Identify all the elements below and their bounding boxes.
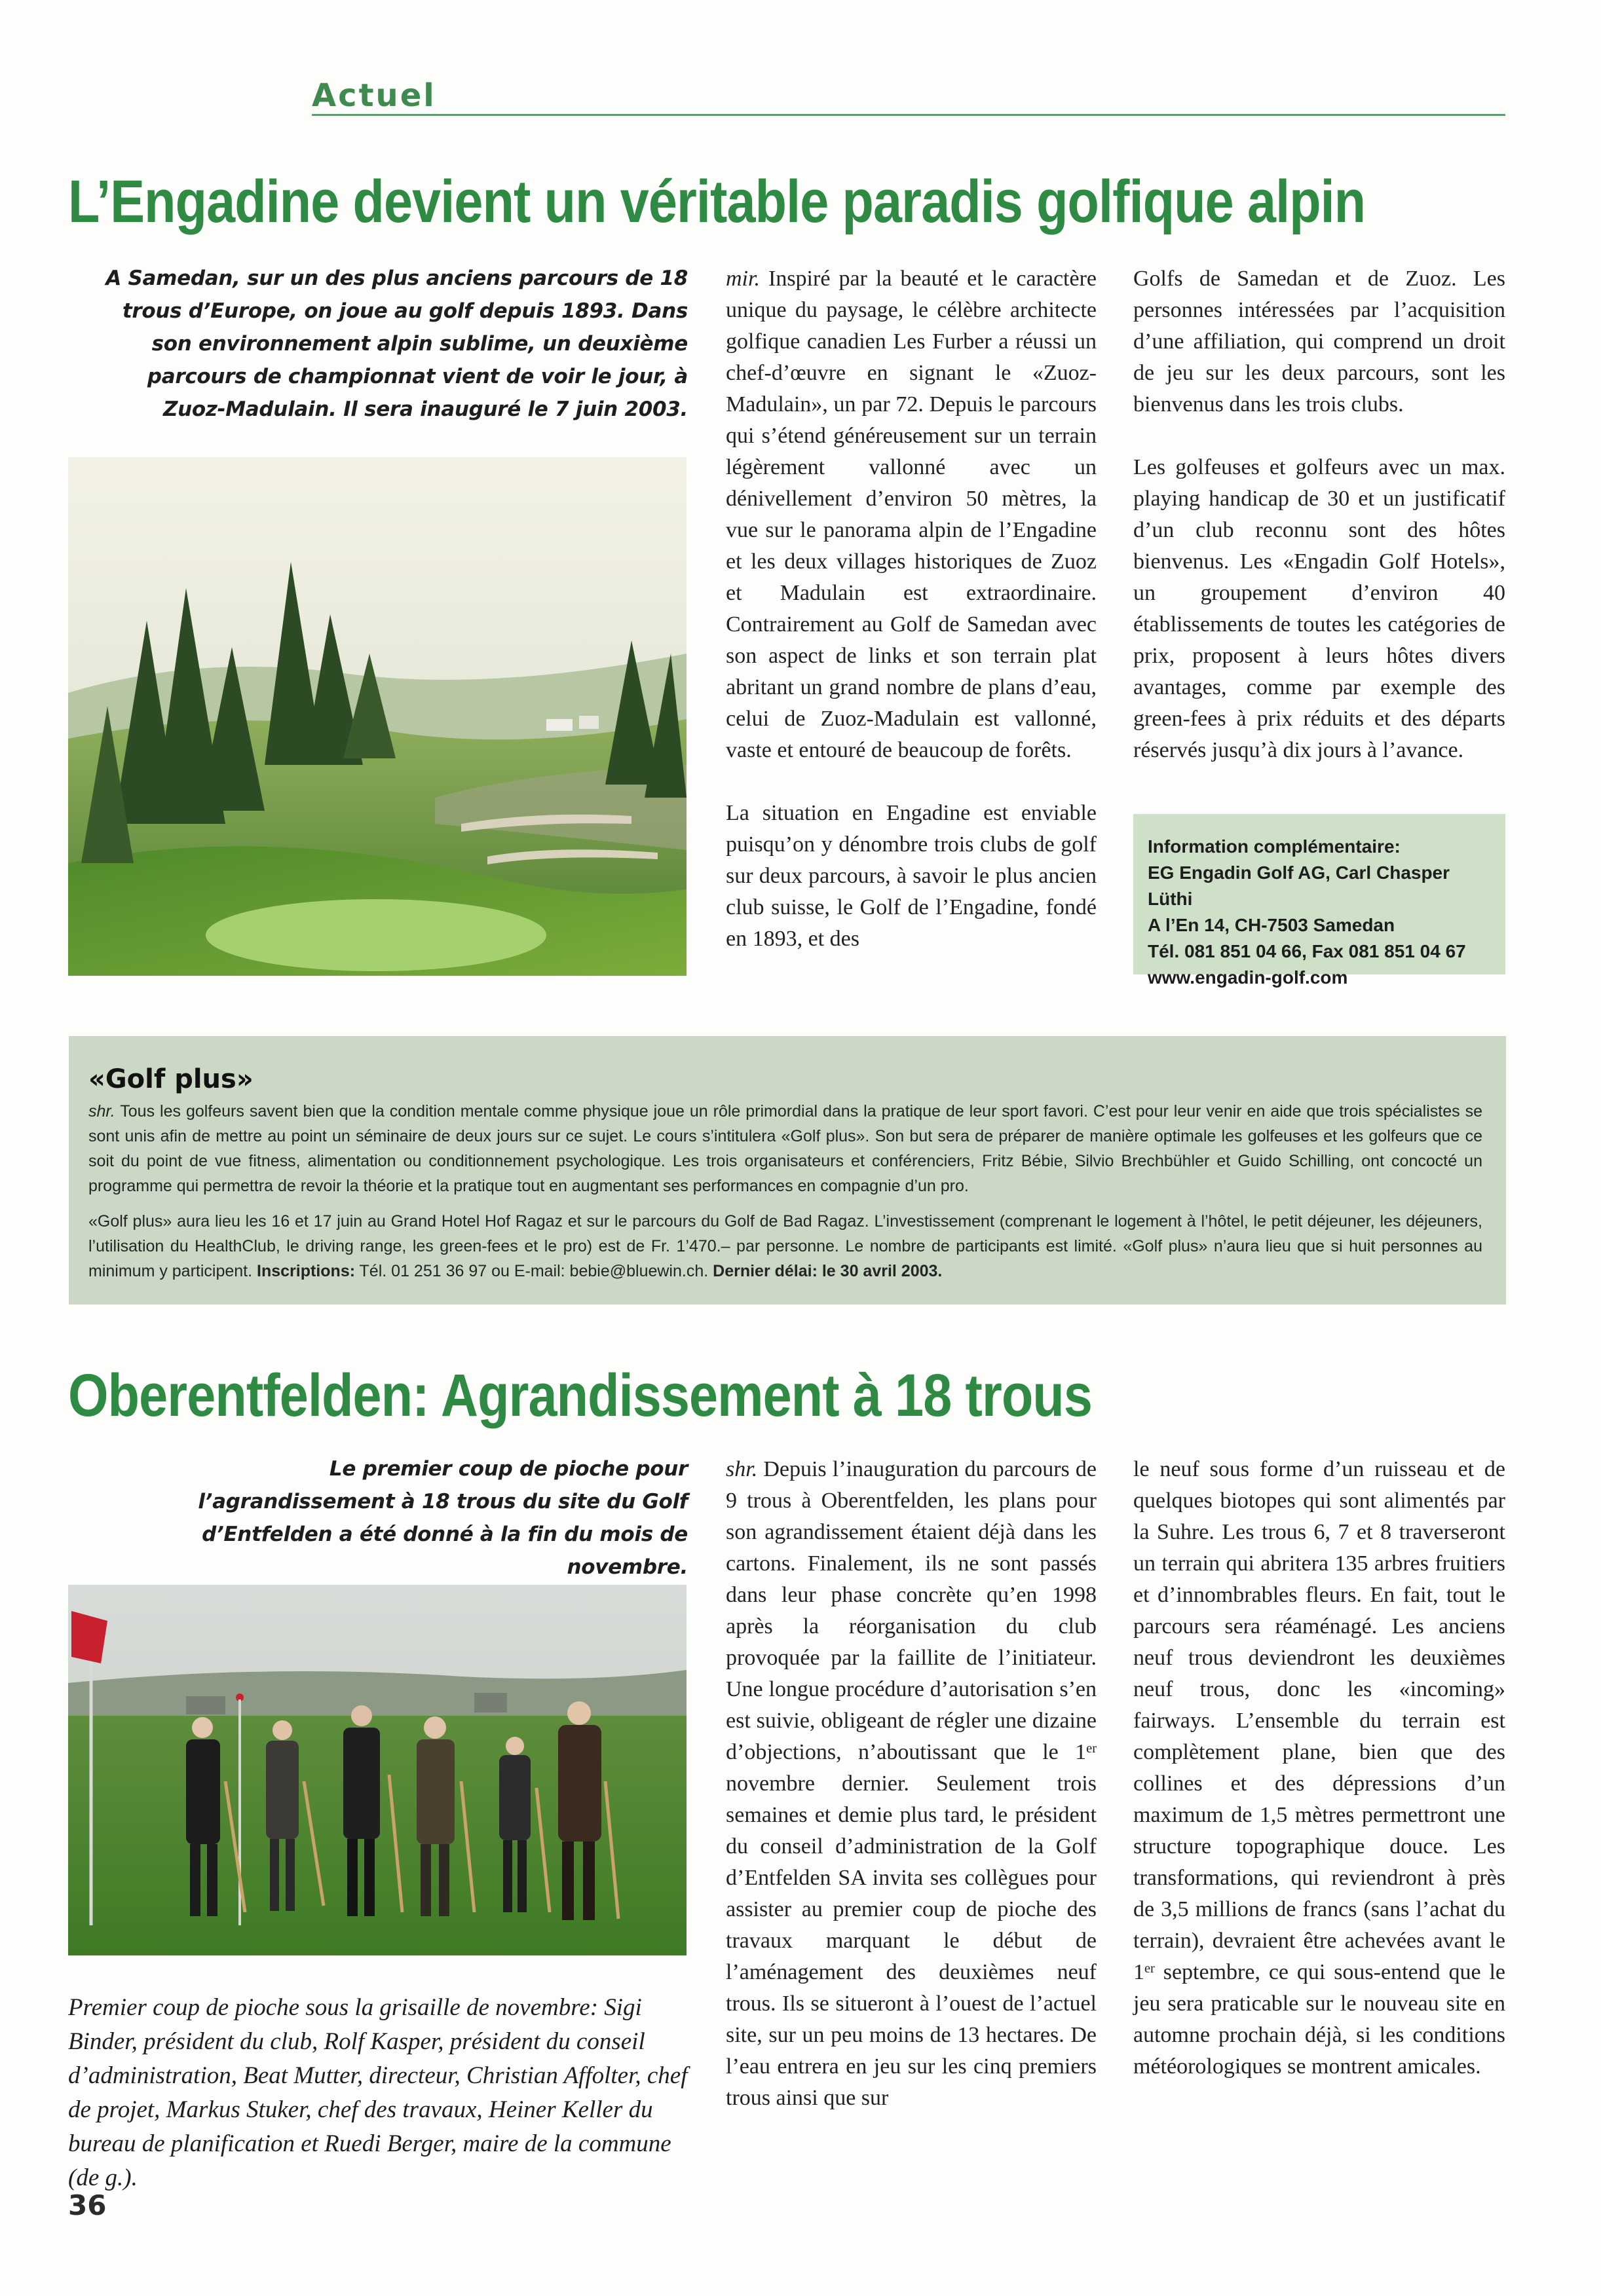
superscript: er <box>1086 1741 1097 1756</box>
section-label: Actuel <box>312 77 436 114</box>
info-address: A l’En 14, CH-7503 Samedan <box>1148 915 1395 935</box>
article2-lead: Le premier coup de pioche pour l’agrandissement à 18 trous du site du Golf d’Entfelden a été donné à la fin du mois de novembre. <box>198 1457 688 1579</box>
article1-column-1 <box>726 263 1097 955</box>
info-heading: Information complémentaire: <box>1148 836 1401 857</box>
author-initials: shr. <box>88 1102 115 1120</box>
article2-paragraph: novembre dernier. Seulement trois semaines et demie plus tard, le président du conseil d’administration de la Golf d’Entfelden SA invita ses collègues pour assister au premier coup de pioche des travaux marquant le début de l’aménagement des deuxièmes neuf trous. Ils se situeront à l’ouest de l’actuel site, sur un peu moins de 13 hectares. De l’eau entrera en jeu sur les cinq premiers trous ainsi que sur <box>726 1771 1097 2110</box>
section-rule <box>312 114 1505 116</box>
article1-paragraph: Les golfeuses et golfeurs avec un max. playing handicap de 30 et un justificatif d’un club reconnu sont des hôtes bienvenus. Les «Engadin Golf Hotels», un groupement d’environ 40 établissements de toutes les catégories de prix, proposent à leurs hôtes divers avantages, comme par exemple des green-fees à prix réduits et des départs réservés jusqu’à dix jours à l’avance. <box>1133 455 1505 762</box>
article2-title: Oberentfelden: Agrandissement à 18 trous <box>68 1362 1093 1429</box>
article2-paragraph: Depuis l’inauguration du parcours de 9 trous à Oberentfelden, les plans pour son agrandissement étaient déjà dans les cartons. Finalement, ils ne sont passés dans leur phase concrète qu’en 1998 après la réorganisation du club provoquée par la faillite de l’initiateur. Une longue procédure d’autorisation s’en est suivie, obligeant de régler une dizaine d’objections, n’aboutissant que le 1 <box>726 1457 1097 1764</box>
inscriptions-label: Inscriptions: <box>257 1262 356 1280</box>
article1-column-2 <box>1133 263 1505 766</box>
article2-column-2 <box>1133 1454 1505 2083</box>
photo-caption: Premier coup de pioche sous la grisaille de novembre: Sigi Binder, président du club, Rolf Kasper, président du conseil d’administration, Beat Mutter, directeur, Christian Affolter, chef de projet, Markus Stuker, chef des travaux, Heiner Keller du bureau de planification et Ruedi Berger, maire de la commune (de g.). <box>68 1994 688 2191</box>
article1-paragraph: Golfs de Samedan et de Zuoz. Les personnes intéressées par l’acquisition d’une affiliation, qui comprend un droit de jeu sur les deux parcours, sont les bienvenus dans les trois clubs. <box>1133 267 1505 417</box>
page-number: 36 <box>68 2189 107 2221</box>
inscriptions-contact: Tél. 01 251 36 97 ou E-mail: bebie@bluewin.ch. <box>355 1262 713 1280</box>
article1-title: L’Engadine devient un véritable paradis golfique alpin <box>68 168 1366 235</box>
superscript: er <box>1144 1961 1155 1976</box>
author-initials: mir. <box>726 267 760 291</box>
golf-plus-title: «Golf plus» <box>88 1064 254 1094</box>
author-initials: shr. <box>726 1457 758 1481</box>
article2-paragraph: septembre, ce qui sous-entend que le jeu sera praticable sur le nouveau site en automne prochain déjà, si les conditions météorologiques se montrent amicales. <box>1133 1960 1505 2079</box>
deadline: Dernier délai: le 30 avril 2003. <box>713 1262 943 1280</box>
article1-paragraph: Inspiré par la beauté et le caractère unique du paysage, le célèbre architecte golfique canadien Les Furber a réussi un chef-d’œuvre en signant le «Zuoz-Madulain», un par 72. Depuis le parcours qui s’étend généreusement sur un terrain légèrement vallonné avec un dénivellement d’environ 50 mètres, la vue sur le panorama alpin de l’Engadine et les deux villages historiques de Zuoz et Madulain est extraordinaire. Contrairement au Golf de Samedan avec son aspect de links et son terrain plat abritant un grand nombre de plans d’eau, celui de Zuoz-Madulain est vallonné, vaste et entouré de beaucoup de forêts. <box>726 267 1097 762</box>
info-phone: Tél. 081 851 04 66, Fax 081 851 04 67 <box>1148 941 1466 961</box>
article2-paragraph: le neuf sous forme d’un ruisseau et de quelques biotopes qui sont alimentés par la Suhre. Les trous 6, 7 et 8 traverseront un terrain qui abritera 135 arbres fruitiers et d’innombrables fleurs. En fait, tout le parcours sera réaménagé. Les anciens neuf trous deviendront les deuxièmes neuf trous, donc les «incoming» fairways. L’ensemble du terrain est complètement plane, bien que des collines et des dépressions d’un maximum de 1,5 mètres permettront une structure topographique douce. Les transformations, qui reviendront à près de 3,5 millions de francs (sans l’achat du terrain), devraient être achevées avant le 1 <box>1133 1457 1505 1984</box>
article2-column-1 <box>726 1454 1097 2114</box>
info-website: www.engadin-golf.com <box>1148 967 1348 988</box>
golf-plus-box <box>69 1036 1506 1305</box>
golf-plus-paragraph: «Golf plus» aura lieu les 16 et 17 juin au Grand Hotel Hof Ragaz et sur le parcours du Golf de Bad Ragaz. L’investissement (comprenant le logement à l’hôtel, le petit déjeuner, les déjeuners, l’utilisation du HealthClub, le driving range, les green-fees et le pro) est de Fr. 1’470.– par personne. Le nombre de participants est limité. «Golf plus» n’aura lieu que si huit personnes au minimum y participent. <box>88 1212 1482 1280</box>
info-box <box>1133 814 1505 988</box>
golf-course-photo <box>68 457 687 976</box>
groundbreaking-photo <box>68 1585 687 1955</box>
golf-plus-paragraph: Tous les golfeurs savent bien que la condition mentale comme physique joue un rôle primordial dans la pratique de leur sport favori. C’est pour leur venir en aide que trois spécialistes se sont unis afin de mettre au point un séminaire de deux jours sur ce sujet. Le cours s’intitulera «Golf plus». Son but sera de préparer de manière optimale les golfeuses et les golfeurs que ce soit du point de vue fitness, alimentation ou conditionnement psychologique. Les trois organisateurs et conférenciers, Fritz Bébie, Silvio Brechbühler et Guido Schilling, ont concocté un programme qui permettra de revoir la théorie et la pratique tout en augmentant ses performances en compagnie d’un pro. <box>88 1102 1482 1195</box>
article1-lead: A Samedan, sur un des plus anciens parcours de 18 trous d’Europe, on joue au golf depuis 1893. Dans son environnement alpin sublime, un deuxième parcours de championnat vient de voir le jour, à Zuoz-Madulain. Il sera inauguré le 7 juin 2003. <box>105 267 688 421</box>
info-contact: EG Engadin Golf AG, Carl Chasper Lüthi <box>1148 862 1450 909</box>
article1-paragraph: La situation en Engadine est enviable puisqu’on y dénombre trois clubs de golf sur deux parcours, à savoir le plus ancien club suisse, le Golf de l’Engadine, fondé en 1893, et des <box>726 801 1097 951</box>
